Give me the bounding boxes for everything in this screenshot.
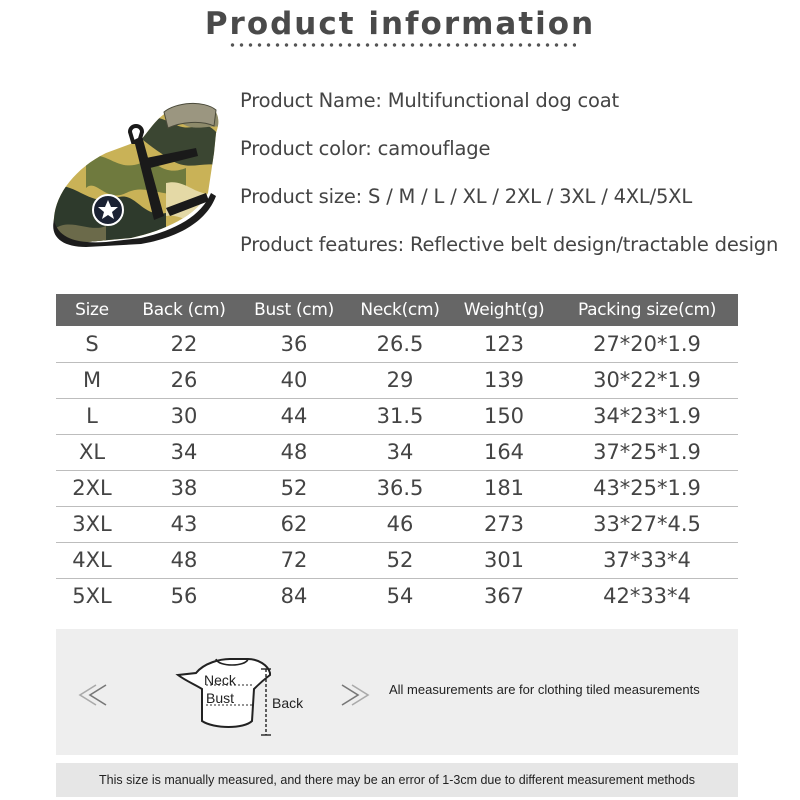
- size-chart-header-row: [56, 294, 738, 326]
- cell-weight: 139: [452, 362, 556, 398]
- cell-weight: 273: [452, 506, 556, 542]
- cell-neck: 54: [386, 584, 414, 609]
- cell-packing: 30*22*1.9: [556, 362, 738, 398]
- cell-size: 4XL: [56, 542, 128, 578]
- measurement-note: All measurements are for clothing tiled measurements: [389, 682, 700, 697]
- cell-weight: 367: [483, 584, 525, 609]
- cell-back: 43: [128, 506, 240, 542]
- cell-weight: 123: [452, 326, 556, 362]
- neck-label: Neck: [204, 672, 236, 688]
- cell-neck: 26.5: [348, 326, 452, 362]
- product-size-line: Product size: S / M / L / XL / 2XL / 3XL / 4XL/5XL: [240, 185, 692, 208]
- cell-bust: 52: [240, 470, 348, 506]
- cell-size: S: [56, 326, 128, 362]
- cell-size: L: [56, 398, 128, 434]
- arrow-left-icon: [80, 685, 106, 705]
- table-row: [56, 542, 738, 578]
- cell-bust: 36: [240, 326, 348, 362]
- cell-back: 38: [128, 470, 240, 506]
- header-bust: Bust (cm): [240, 294, 348, 326]
- cell-neck: 29: [348, 362, 452, 398]
- cell-size: M: [56, 362, 128, 398]
- cell-packing: 42*33*4: [603, 584, 691, 609]
- footer-note: This size is manually measured, and there may be an error of 1-3cm due to different measurement methods: [56, 763, 738, 797]
- cell-neck: 31.5: [348, 398, 452, 434]
- cell-back: 22: [128, 326, 240, 362]
- cell-size: 2XL: [56, 470, 128, 506]
- cell-neck: 52: [348, 542, 452, 578]
- cell-weight: 181: [452, 470, 556, 506]
- size-chart-table: [56, 294, 738, 614]
- cell-bust: 72: [240, 542, 348, 578]
- header-size: Size: [56, 294, 128, 326]
- table-row: [56, 506, 738, 542]
- table-row: [56, 434, 738, 470]
- cell-packing: 37*33*4: [556, 542, 738, 578]
- cell-weight: 150: [452, 398, 556, 434]
- table-row: [56, 398, 738, 434]
- header-packing-size: Packing size(cm): [556, 294, 738, 326]
- table-row: [56, 578, 738, 614]
- title-dotted-underline: [228, 42, 576, 48]
- page-title: Product information: [204, 6, 596, 42]
- cell-size: 3XL: [56, 506, 128, 542]
- table-row: [56, 470, 738, 506]
- bust-label: Bust: [206, 690, 235, 706]
- cell-packing: 34*23*1.9: [556, 398, 738, 434]
- cell-size: XL: [56, 434, 128, 470]
- cell-bust: 84: [280, 584, 308, 609]
- cell-back: 26: [128, 362, 240, 398]
- cell-bust: 62: [240, 506, 348, 542]
- cell-size: 5XL: [72, 584, 112, 609]
- cell-packing: 33*27*4.5: [556, 506, 738, 542]
- back-label: Back: [272, 695, 304, 711]
- cell-packing: 43*25*1.9: [556, 470, 738, 506]
- cell-bust: 44: [240, 398, 348, 434]
- table-row: [56, 362, 738, 398]
- cell-neck: 34: [348, 434, 452, 470]
- cell-weight: 164: [452, 434, 556, 470]
- cell-neck: 46: [348, 506, 452, 542]
- cell-neck: 36.5: [348, 470, 452, 506]
- cell-weight: 301: [452, 542, 556, 578]
- header-neck: Neck(cm): [348, 294, 452, 326]
- cell-back: 48: [128, 542, 240, 578]
- cell-packing: 37*25*1.9: [556, 434, 738, 470]
- cell-bust: 40: [240, 362, 348, 398]
- arrow-right-icon: [342, 685, 368, 705]
- table-row: [56, 326, 738, 362]
- cell-back: 30: [128, 398, 240, 434]
- product-info-list: [240, 88, 790, 280]
- camouflage-dog-coat-icon: [46, 98, 224, 248]
- product-features-line: Product features: Reflective belt design/tractable design: [240, 233, 779, 256]
- cell-bust: 48: [240, 434, 348, 470]
- cell-back: 34: [128, 434, 240, 470]
- header-weight: Weight(g): [452, 294, 556, 326]
- product-name-line: Product Name: Multifunctional dog coat: [240, 89, 619, 112]
- product-color-line: Product color: camouflage: [240, 137, 491, 160]
- cell-back: 56: [170, 584, 198, 609]
- cell-packing: 27*20*1.9: [556, 326, 738, 362]
- header-back: Back (cm): [128, 294, 240, 326]
